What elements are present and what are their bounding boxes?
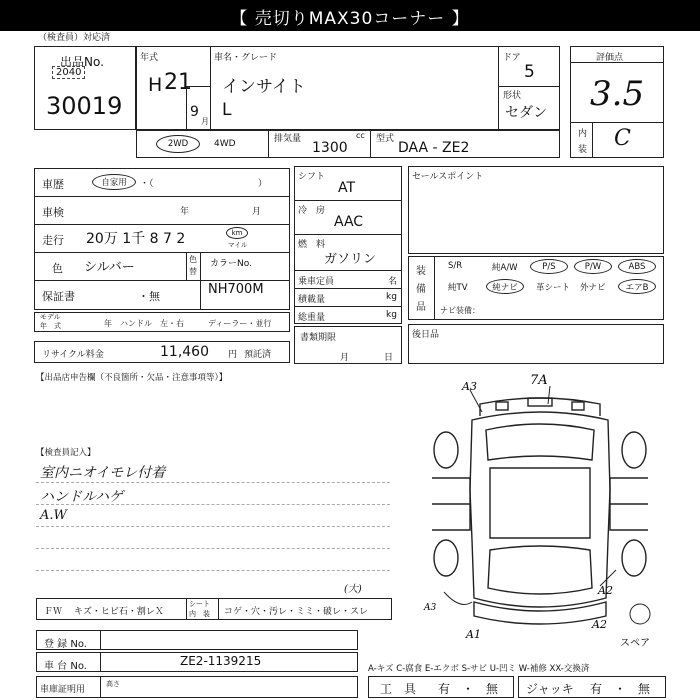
equipment-option[interactable]: エアB — [618, 279, 656, 294]
displacement-unit: cc — [356, 131, 365, 140]
post-install-label: 後日品 — [412, 330, 440, 340]
header-title: 【 売切りMAX30コーナー 】 — [230, 9, 470, 29]
mark-top: 7A — [530, 373, 548, 388]
equipment-label-1: 装 — [416, 266, 426, 277]
inspector-notes-label: 【検査員記入】 — [36, 448, 96, 458]
lot-label: 出品No. — [60, 55, 104, 69]
car-grade: L — [222, 100, 232, 120]
car-name: インサイト — [222, 77, 306, 97]
fuel-label: 燃 料 — [298, 240, 326, 250]
warranty-label: 保証書 — [42, 290, 75, 303]
fw-label: ＦＷ — [44, 607, 63, 617]
mileage-value: 20万 1千 8 7 2 — [86, 231, 186, 247]
drive-2wd[interactable]: 2WD — [156, 135, 200, 153]
lot-old-no: 2040 — [52, 66, 85, 79]
score-label: 評価点 — [596, 53, 624, 63]
recycle-label: リサイクル料金 — [42, 350, 104, 360]
equipment-label-3: 品 — [416, 302, 426, 313]
equipment-option[interactable]: 純ナビ — [486, 279, 524, 294]
interior-label-1: 内 — [578, 129, 588, 139]
equipment-option[interactable]: S/R — [448, 261, 463, 271]
jack-value: 有 ・ 無 — [590, 682, 651, 696]
reg-label: 登 録 No. — [44, 639, 87, 650]
mark-a2-right: A2 — [598, 584, 613, 597]
registration-label: 書類期限 — [300, 333, 337, 343]
sales-points-label: セールスポイント — [412, 172, 484, 182]
model-label: 型式 — [376, 134, 395, 144]
navi-label: ナビ装備： — [440, 306, 480, 315]
history-private[interactable]: 自家用 — [92, 174, 136, 190]
recycle-unit: 円 — [228, 350, 238, 360]
shift-value: AT — [338, 180, 356, 196]
equipment-option[interactable]: 純A/W — [492, 263, 518, 273]
color-label: 色 — [52, 262, 63, 275]
doors-label: ドア — [503, 53, 521, 63]
score-value: 3.5 — [590, 74, 645, 114]
seat-label-2: 内 装 — [189, 610, 210, 618]
chassis-value: ZE2-1139215 — [180, 654, 262, 668]
weight-unit: kg — [386, 310, 397, 320]
history-label: 車歴 — [42, 178, 64, 191]
jack-label: ジャッキ — [526, 682, 574, 696]
tools-value: 有 ・ 無 — [438, 682, 499, 696]
note-line-2: ハンドルハゲ — [40, 489, 124, 505]
drive-4wd[interactable]: 4WD — [214, 139, 236, 149]
year-month-unit: 月 — [201, 117, 209, 126]
color-change-1: 色 — [189, 255, 197, 264]
weight-label: 総重量 — [298, 313, 326, 323]
garage-label: 車庫証明用 — [40, 685, 86, 695]
doors-value: 5 — [524, 62, 535, 82]
seat-label-1: シート — [189, 600, 210, 608]
mileage-label: 走行 — [42, 234, 64, 247]
model-year-label-1: モデル — [40, 313, 61, 321]
shape-value: セダン — [505, 105, 548, 121]
load-label: 積載量 — [298, 295, 326, 305]
mark-a2-bottom: A2 — [592, 618, 607, 631]
seat-text: コゲ・穴・汚レ・ミミ・破レ・スレ — [224, 607, 369, 617]
height-label: 高さ — [106, 680, 120, 688]
year-era: H — [148, 74, 163, 96]
sub-note: （検査員）対応済 — [38, 33, 111, 43]
color-no-value: NH700M — [208, 282, 264, 297]
equipment-option[interactable]: P/W — [574, 259, 612, 274]
exhibitor-notes-label: 【出品店申告欄（不良箇所・欠品・注意事項等）】 — [36, 373, 228, 383]
warranty-value: ・無 — [138, 290, 160, 303]
color-no-label: カラーNo. — [210, 259, 252, 269]
year-month: 9 — [190, 104, 199, 120]
mark-a1: A1 — [466, 628, 481, 641]
post-install-box — [408, 324, 664, 364]
displacement-value: 1300 — [312, 140, 348, 156]
dealer-label: ディーラー・並行 — [208, 319, 272, 328]
recycle-deposit: 預託済 — [244, 350, 272, 360]
color-value: シルバー — [84, 260, 135, 275]
damage-mark-large: (大) — [344, 584, 362, 595]
interior-value: C — [614, 126, 631, 151]
model-value: DAA - ZE2 — [398, 140, 470, 156]
interior-label-2: 装 — [578, 145, 588, 155]
model-year-label-2: 年 式 — [40, 322, 61, 330]
seats-unit: 名 — [388, 277, 398, 287]
car-label: 車名・グレード — [214, 53, 278, 63]
lot-number: 30019 — [46, 92, 123, 120]
equipment-option[interactable]: 革シート — [536, 283, 571, 293]
year-value: 21 — [164, 70, 192, 95]
spare-circle — [630, 604, 650, 624]
load-unit: kg — [386, 292, 397, 302]
equipment-option[interactable]: ABS — [618, 259, 656, 274]
handle-label: ハンドル 左・右 — [120, 319, 184, 328]
inspection-year-unit: 年 — [180, 207, 190, 217]
mile-unit: マイル — [228, 241, 248, 249]
car-diagram — [410, 370, 670, 660]
note-line-3: A.W — [40, 508, 67, 523]
registration-month: 月 — [340, 353, 350, 363]
ac-label: 冷 房 — [298, 206, 326, 216]
model-year-unit: 年 — [104, 319, 112, 328]
history-close: ） — [258, 179, 268, 189]
shift-label: シフト — [298, 172, 326, 182]
ac-value: AAC — [334, 214, 364, 230]
tools-label: 工 具 — [380, 682, 417, 696]
note-line-1: 室内ニオイモレ付着 — [40, 465, 166, 481]
equipment-option[interactable]: P/S — [530, 259, 568, 274]
inspection-month-unit: 月 — [252, 207, 262, 217]
fw-text: キズ・ヒビ石・割レＸ — [74, 607, 164, 617]
fuel-value: ガソリン — [324, 252, 377, 267]
equipment-label-2: 備 — [416, 284, 426, 295]
mark-a3: A3 — [462, 380, 477, 393]
legend: A-キズ C-腐食 E-エクボ S-サビ U-凹ミ W-補修 XX-交換済 — [368, 664, 590, 674]
km-unit[interactable]: km — [226, 227, 248, 239]
year-label: 年式 — [140, 53, 159, 63]
recycle-value: 11,460 — [160, 344, 209, 360]
spare-label: スペア — [620, 638, 650, 649]
history-sep: ・（ — [140, 179, 154, 189]
equipment-option[interactable]: 外ナビ — [580, 283, 606, 293]
inspection-label: 車検 — [42, 206, 64, 219]
color-change-2: 替 — [189, 267, 197, 276]
mark-a3-small: A3 — [424, 603, 437, 613]
registration-day: 日 — [384, 353, 394, 363]
seats-label: 乗車定員 — [298, 277, 335, 287]
displacement-label: 排気量 — [274, 134, 302, 144]
chassis-label: 車 台 No. — [44, 661, 87, 672]
equipment-option[interactable]: 純TV — [448, 283, 468, 293]
shape-label: 形状 — [503, 91, 522, 101]
